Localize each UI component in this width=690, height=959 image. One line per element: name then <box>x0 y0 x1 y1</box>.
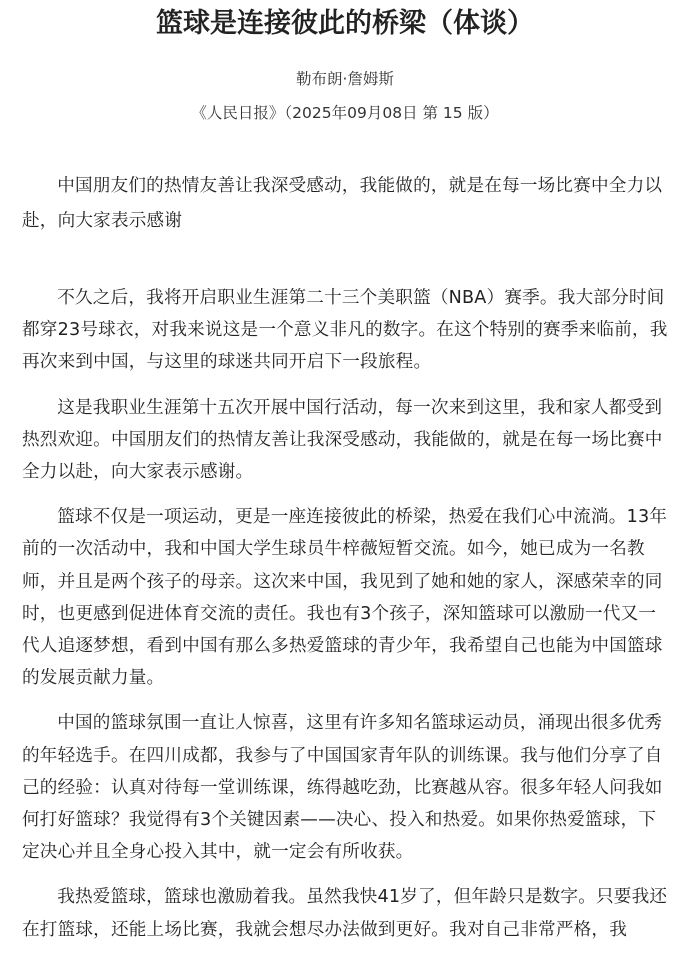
paragraph-3: 篮球不仅是一项运动，更是一座连接彼此的桥梁，热爱在我们心中流淌。13年前的一次活动中，我和中国大学生球员牛梓薇短暂交流。如今，她已成为一名教师，并且是两个孩子的母亲。这次来中国，我见到了她和她的家人，深感荣幸的同时，也更感到促进体育交流的责任。我也有3个孩子，深知篮球可以激励一代又一代人追逐梦想，看到中国有那么多热爱篮球的青少年，我希望自己也能为中国篮球的发展贡献力量。 <box>22 507 668 689</box>
paragraph-2: 这是我职业生涯第十五次开展中国行活动，每一次来到这里，我和家人都受到热烈欢迎。中国朋友们的热情友善让我深受感动，我能做的，就是在每一场比赛中全力以赴，向大家表示感谢。 <box>22 397 663 483</box>
article-body <box>22 282 670 959</box>
paragraph-4: 中国的篮球氛围一直让人惊喜，这里有许多知名篮球运动员，涌现出很多优秀的年轻选手。在四川成都，我参与了中国国家青年队的训练课。我与他们分享了自己的经验：认真对待每一堂训练课，练得越吃劲，比赛越从容。很多年轻人问我如何打好篮球？我觉得有3个关键因素——决心、投入和热爱。如果你热爱篮球，下定决心并且全身心投入其中，就一定会有所收获。 <box>22 713 663 863</box>
article-title: 篮球是连接彼此的桥梁（体谈） <box>156 8 534 39</box>
article-source: 《人民日报》（2025年09月08日 第 15 版） <box>191 104 499 122</box>
paragraph-5: 我热爱篮球，篮球也激励着我。虽然我快41岁了，但年龄只是数字。只要我还在打篮球，还能上场比赛，我就会想尽办法做到更好。我对自己非常严格，我 <box>22 887 668 940</box>
article-lead: 中国朋友们的热情友善让我深受感动，我能做的，就是在每一场比赛中全力以赴，向大家表示感谢 <box>22 176 663 231</box>
paragraph-1: 不久之后，我将开启职业生涯第二十三个美职篮（NBA）赛季。我大部分时间都穿23号球衣，对我来说这是一个意义非凡的数字。在这个特别的赛季来临前，我再次来到中国，与这里的球迷共同开启下一段旅程。 <box>22 288 668 373</box>
article-author: 勒布朗·詹姆斯 <box>296 70 394 88</box>
